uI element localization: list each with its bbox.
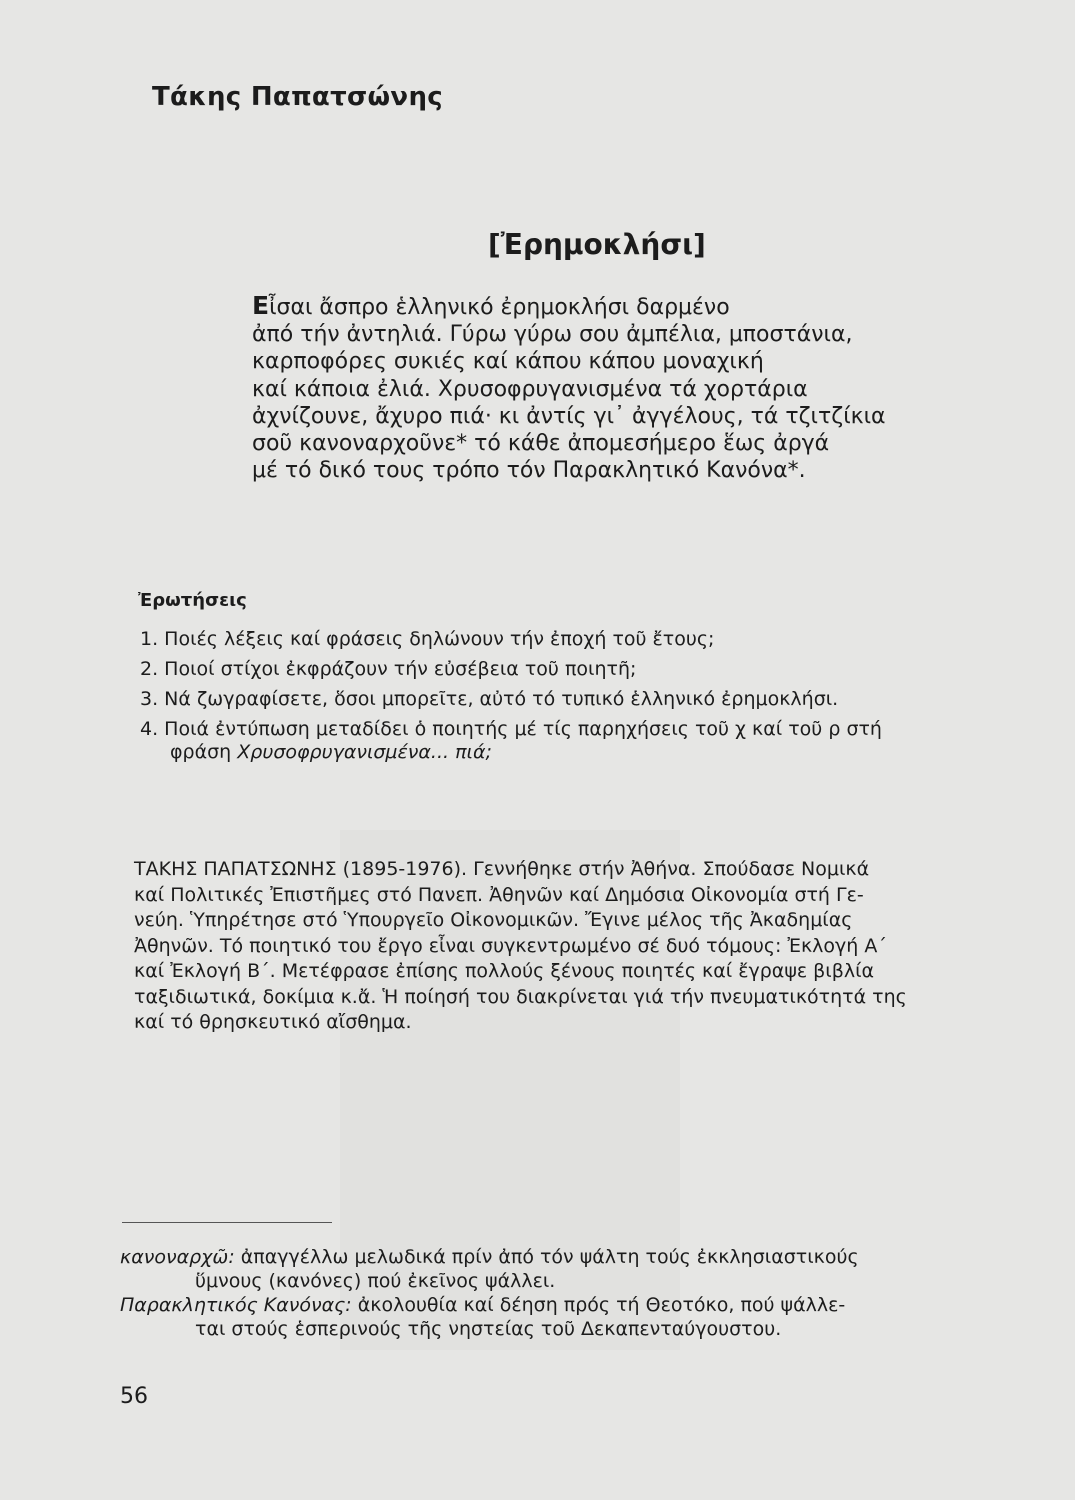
author-title: Τάκης Παπατσώνης bbox=[152, 82, 443, 112]
drop-initial: Ε bbox=[252, 291, 270, 320]
bio-line: ταξιδιωτικά, δοκίμια κ.ἄ. Ἡ ποίησή του διακρίνεται γιά τήν πνευματικότητά της bbox=[134, 985, 907, 1008]
footnote-divider bbox=[122, 1222, 332, 1223]
question-continuation: φράση Χρυσοφρυγανισμένα... πιά; bbox=[170, 741, 492, 763]
poem-line: Εἶσαι ἄσπρο ἑλληνικό ἐρημοκλήσι δαρμένο bbox=[252, 291, 730, 320]
poem-line: μέ τό δικό τους τρόπο τόν Παρακλητικό Κανόνα*. bbox=[252, 458, 806, 484]
bio-line: ΤΑΚΗΣ ΠΑΠΑΤΣΩΝΗΣ (1895-1976). Γεννήθηκε στήν Ἀθήνα. Σπούδασε Νομικά bbox=[134, 858, 870, 880]
poem bbox=[252, 292, 972, 484]
question-item: 1. Ποιές λέξεις καί φράσεις δηλώνουν τήν ἐποχή τοῦ ἔτους; bbox=[140, 628, 715, 650]
question-item: 2. Ποιοί στίχοι ἐκφράζουν τήν εὐσέβεια τοῦ ποιητῆ; bbox=[140, 658, 637, 680]
bio-line: νεύη. Ὑπηρέτησε στό Ὑπουργεῖο Οἰκονομικῶν. Ἔγινε μέλος τῆς Ἀκαδημίας bbox=[134, 909, 853, 931]
questions-list bbox=[140, 624, 1000, 764]
footnote: Παρακλητικός Κανόνας: ἀκολουθία καί δέηση πρός τή Θεοτόκο, πού ψάλλε- ται στούς ἑσπερινούς τῆς νηστείας τοῦ Δεκαπενταύγουστου. bbox=[120, 1294, 846, 1340]
question-item: 4. Ποιά ἐντύπωση μεταδίδει ὁ ποιητής μέ τίς παρηχήσεις τοῦ χ καί τοῦ ρ στή φράση Χρυσοφρυγανισμένα... πιά; bbox=[140, 714, 1000, 764]
page-number: 56 bbox=[120, 1384, 148, 1409]
poem-line: σοῦ κανοναρχοῦνε* τό κάθε ἀπομεσήμερο ἕως ἀργά bbox=[252, 431, 830, 457]
questions-heading: Ἐρωτήσεις bbox=[138, 590, 247, 611]
poem-line: καρποφόρες συκιές καί κάπου κάπου μοναχική bbox=[252, 349, 764, 375]
bio-line: καί τό θρησκευτικό αἴσθημα. bbox=[134, 1011, 412, 1033]
bio-line: Ἀθηνῶν. Τό ποιητικό του ἔργο εἶναι συγκεντρωμένο σέ δυό τόμους: Ἐκλογή Α´ bbox=[134, 934, 887, 957]
author-biography bbox=[134, 857, 994, 1036]
bio-line: καί Ἐκλογή Β´. Μετέφρασε ἐπίσης πολλούς ξένους ποιητές καί ἔγραψε βιβλία bbox=[134, 960, 875, 982]
poem-line: ἀχνίζουνε, ἄχυρο πιά· κι ἀντίς γι᾿ ἀγγέλους, τά τζιτζίκια bbox=[252, 403, 886, 429]
footnote: κανοναρχῶ: ἀπαγγέλλω μελωδικά πρίν ἀπό τόν ψάλτη τούς ἐκκλησιαστικούς ὕμνους (κανόνες) πού ἐκεῖνος ψάλλει. bbox=[120, 1246, 859, 1292]
poem-title: [Ἐρημοκλήσι] bbox=[488, 228, 706, 261]
question-item: 3. Νά ζωγραφίσετε, ὅσοι μπορεῖτε, αὐτό τό τυπικό ἑλληνικό ἐρημοκλήσι. bbox=[140, 688, 839, 710]
bio-line: καί Πολιτικές Ἐπιστῆμες στό Πανεπ. Ἀθηνῶν καί Δημόσια Οἰκονομία στή Γε- bbox=[134, 883, 864, 906]
footnotes bbox=[120, 1245, 1000, 1341]
poem-line: καί κάποια ἐλιά. Χρυσοφρυγανισμένα τά χορτάρια bbox=[252, 376, 808, 402]
poem-line: ἀπό τήν ἀντηλιά. Γύρω γύρω σου ἀμπέλια, μποστάνια, bbox=[252, 322, 853, 348]
